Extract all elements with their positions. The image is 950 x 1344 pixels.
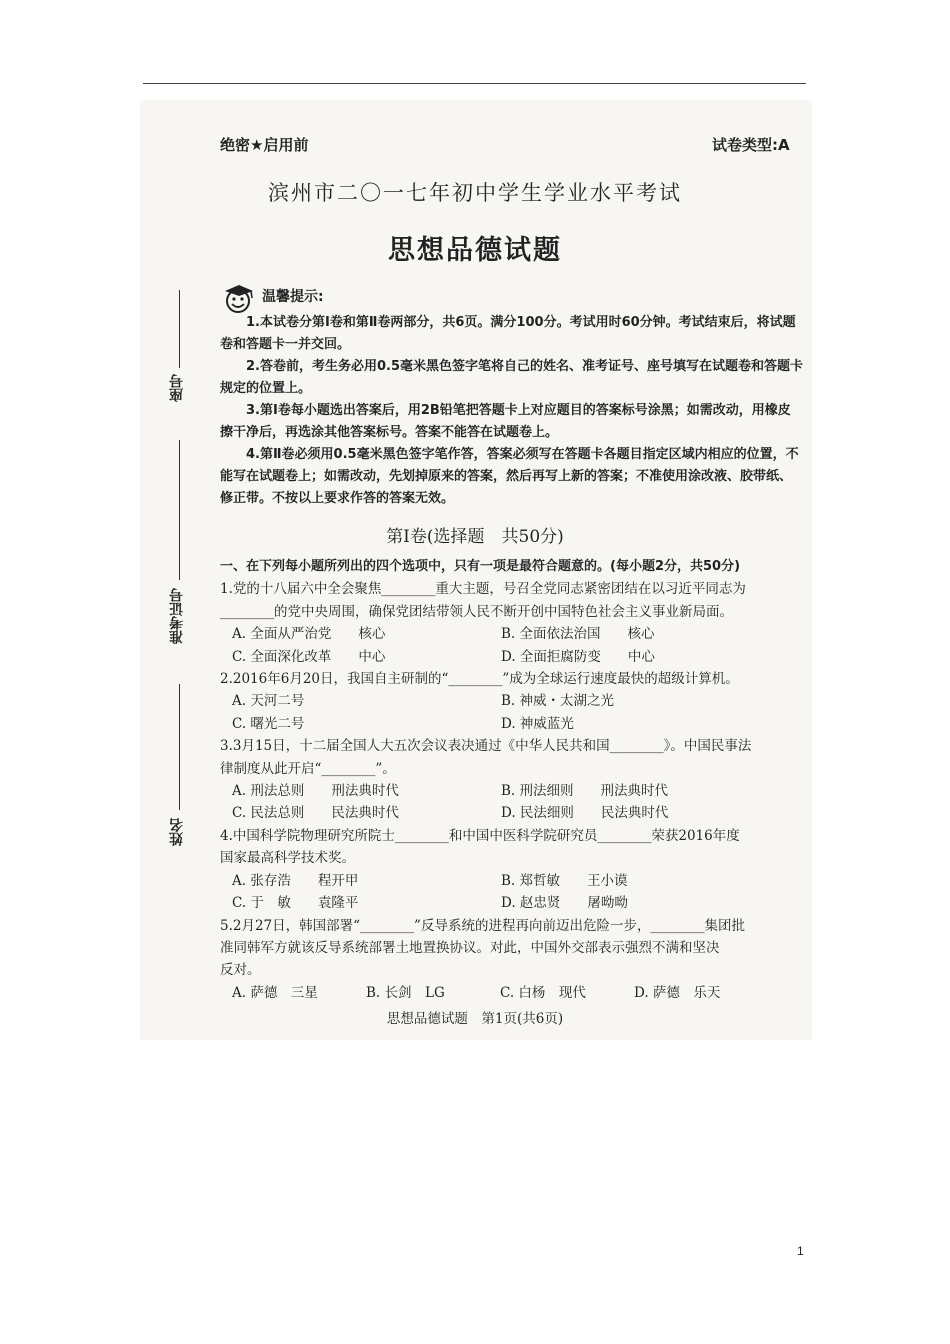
page-footer: 思想品德试题 第1页(共6页) [386, 1011, 564, 1027]
q4-stem: 4.中国科学院物理研究所院士________和中国中医科学院研究员________荣获2016年度 [220, 827, 740, 844]
name-label: 姓名 [169, 818, 185, 846]
q5-stem: 5.2月27日，韩国部署“________”反导系统的进程再向前迈出危险一步，________集团批 [220, 917, 745, 934]
q3-options-row2 [220, 802, 805, 824]
q5-option-d: D. 萨德 乐天 [634, 984, 721, 1001]
section-instruction: 一、在下列每小题所列出的四个选项中，只有一项是最符合题意的。(每小题2分，共50分) [220, 559, 741, 574]
q2-option-a: A. 天河二号 [232, 693, 305, 710]
q3-stem-cont: 律制度从此开启“________”。 [220, 760, 396, 777]
q4-options-row1 [220, 870, 805, 892]
q1-option-c: C. 全面深化改革 中心 [232, 648, 386, 665]
q5-option-b: B. 长剑 LG [366, 984, 445, 1001]
q4-option-d: D. 赵忠贤 屠呦呦 [501, 895, 628, 912]
q2-option-c: C. 曙光二号 [232, 715, 305, 732]
tip-item: 1.本试卷分第Ⅰ卷和第Ⅱ卷两部分，共6页。满分100分。考试用时60分钟。考试结束后，将试题卷和答题卡一并交回。 [220, 315, 796, 352]
q1-option-d: D. 全面拒腐防变 中心 [501, 648, 655, 665]
q1-option-b: B. 全面依法治国 核心 [501, 626, 655, 643]
q4-stem-cont: 国家最高科学技术奖。 [220, 850, 355, 867]
q1-stem-cont: ________的党中央周围，确保党团结带领人民不断开创中国特色社会主义事业新局面。 [220, 603, 733, 620]
q5-option-c: C. 白杨 现代 [500, 984, 586, 1001]
q2-options-row1 [220, 690, 805, 712]
q2-options-row2 [220, 713, 805, 735]
q2-option-d: D. 神威蓝光 [501, 715, 574, 732]
q3-option-a: A. 刑法总则 刑法典时代 [232, 783, 399, 800]
q4-option-c: C. 于 敏 袁隆平 [232, 895, 359, 912]
tip-item: 3.第Ⅰ卷每小题选出答案后，用2B铅笔把答题卡上对应题目的答案标号涂黑；如需改动，用橡皮擦干净后，再选涂其他答案标号。答案不能答在试题卷上。 [220, 403, 791, 440]
tip-item: 4.第Ⅱ卷必须用0.5毫米黑色签字笔作答，答案必须写在答题卡各题目指定区域内相应的位置，不能写在试题卷上；如需改动，先划掉原来的答案，然后再写上新的答案；不准使用涂改液、胶带纸、修正带。不按以上要求作答的答案无效。 [220, 447, 799, 506]
q1-stem: 1.党的十八届六中全会聚焦________重大主题，号召全党同志紧密团结在以习近平同志为 [220, 581, 746, 598]
exam-no-label: 准考证号 [169, 588, 185, 644]
q1-options-row1 [220, 623, 805, 645]
q1-options-row2 [220, 646, 805, 668]
tip-item: 2.答卷前，考生务必用0.5毫米黑色签字笔将自己的姓名、准考证号、座号填写在试题卷和答题卡规定的位置上。 [220, 359, 804, 396]
q5-option-a: A. 萨德 三星 [232, 984, 318, 1001]
q4-options-row2 [220, 892, 805, 914]
top-rule [143, 83, 806, 84]
smiley-icon [221, 282, 255, 314]
exam-title: 滨州市二〇一七年初中学生学业水平考试 [268, 181, 682, 205]
tips-label: 温馨提示: [262, 289, 324, 305]
q3-options-row1 [220, 780, 805, 802]
exam-no-line [179, 440, 180, 580]
subject-title: 思想品德试题 [388, 235, 562, 266]
q1-option-a: A. 全面从严治党 核心 [232, 626, 386, 643]
q2-option-b: B. 神威・太湖之光 [501, 693, 615, 710]
secret-label: 绝密★启用前 [220, 136, 309, 154]
q4-option-a: A. 张存浩 程开甲 [232, 872, 359, 889]
q5-options-row [220, 982, 805, 1004]
name-line [179, 684, 180, 810]
q5-stem-end: 反对。 [220, 962, 261, 979]
q4-option-b: B. 郑哲敏 王小谟 [501, 872, 628, 889]
page-number: 1 [797, 1244, 804, 1258]
q3-option-b: B. 刑法细则 刑法典时代 [501, 783, 669, 800]
q3-option-d: D. 民法细则 民法典时代 [501, 805, 669, 822]
section-title: 第Ⅰ卷(选择题 共50分) [386, 527, 564, 547]
seat-label: 座号 [169, 374, 185, 402]
questions-block [220, 556, 805, 1004]
tips-block [220, 312, 803, 510]
q3-option-c: C. 民法总则 民法典时代 [232, 805, 399, 822]
q2-stem: 2.2016年6月20日，我国自主研制的“________”成为全球运行速度最快的超级计算机。 [220, 671, 739, 688]
q5-stem-cont: 准同韩军方就该反导系统部署土地置换协议。对此，中国外交部表示强烈不满和坚决 [220, 939, 720, 956]
q3-stem: 3.3月15日，十二届全国人大五次会议表决通过《中华人民共和国________》。中国民事法 [220, 738, 752, 755]
paper-type-label: 试卷类型:A [712, 136, 790, 154]
seat-line [179, 290, 180, 368]
